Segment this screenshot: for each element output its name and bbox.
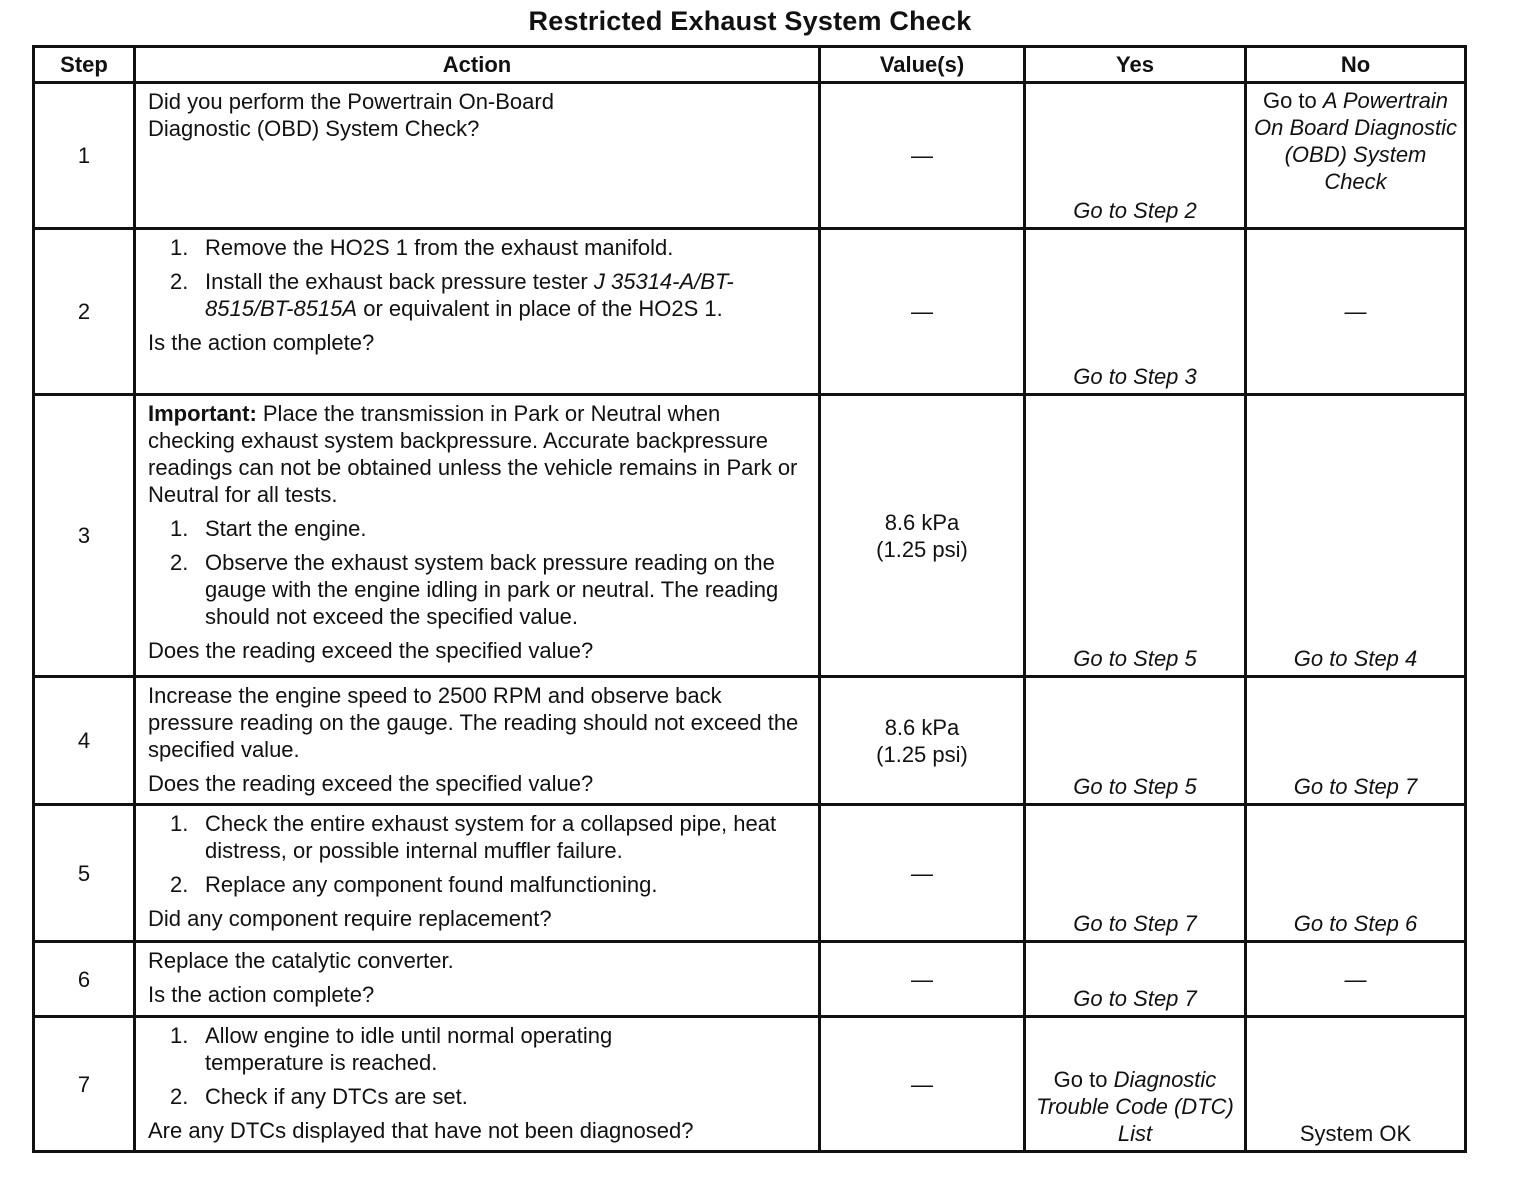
important-note: [148, 400, 810, 508]
action-list: [148, 234, 810, 322]
action-question: Is the action complete?: [148, 330, 375, 355]
list-item: [148, 1022, 810, 1076]
action-cell: [135, 1017, 820, 1152]
action-cell: [135, 677, 820, 805]
value-metric: 8.6 kPa: [884, 510, 960, 535]
action-list: [148, 810, 810, 898]
no-cell: System OK: [1246, 1017, 1466, 1152]
list-item: [148, 234, 810, 261]
no-cell: —: [1246, 942, 1466, 1017]
table-row: [34, 229, 1466, 395]
list-item: [148, 871, 810, 898]
yes-link: Diagnostic Trouble Code (DTC) List: [1036, 1067, 1234, 1146]
yes-cell: [1025, 395, 1246, 677]
list-number: 2.: [170, 1084, 189, 1109]
value-imperial: (1.25 psi): [876, 537, 968, 562]
no-cell: [1246, 395, 1466, 677]
yes-cell: [1025, 83, 1246, 229]
yes-cell: [1025, 942, 1246, 1017]
list-text: Replace any component found malfunctioning.: [205, 872, 658, 897]
action-cell: [135, 229, 820, 395]
step-number: 4: [34, 677, 135, 805]
yes-cell: [1025, 805, 1246, 942]
yes-link: Go to Step 3: [1073, 364, 1197, 389]
no-cell: [1246, 677, 1466, 805]
no-link: Go to Step 6: [1293, 911, 1418, 936]
list-text: Allow engine to idle until normal operating temperature is reached.: [205, 1023, 613, 1075]
table-row: [34, 395, 1466, 677]
value-cell: [820, 395, 1025, 677]
no-link: Go to Step 4: [1293, 646, 1418, 671]
page-title: Restricted Exhaust System Check: [528, 6, 972, 36]
action-cell: [135, 395, 820, 677]
value-cell: —: [820, 229, 1025, 395]
action-cell: [135, 942, 820, 1017]
header-values: Value(s): [820, 47, 1025, 83]
value-cell: —: [820, 1017, 1025, 1152]
list-number: 1.: [170, 516, 189, 541]
table-row: [34, 805, 1466, 942]
step-number: 3: [34, 395, 135, 677]
list-text: Observe the exhaust system back pressure reading on the gauge with the engine idling in park or neutral. The reading should not exceed the specified value.: [205, 550, 779, 629]
step-number: 7: [34, 1017, 135, 1152]
action-text: Replace the catalytic converter.: [148, 948, 454, 973]
value-metric: 8.6 kPa: [884, 714, 960, 740]
list-item: [148, 515, 810, 542]
no-link: Go to Step 7: [1293, 774, 1418, 799]
yes-link: Go to Step 7: [1073, 911, 1197, 936]
no-cell: —: [1246, 229, 1466, 395]
header-step: Step: [34, 47, 135, 83]
action-question: Is the action complete?: [148, 982, 375, 1007]
list-number: 2.: [170, 269, 189, 294]
no-link: A Powertrain On Board Diagnostic (OBD) System Check: [1254, 88, 1457, 194]
yes-link: Go to Step 5: [1073, 774, 1197, 799]
yes-link: Go to Step 5: [1073, 646, 1197, 671]
no-cell: [1246, 83, 1466, 229]
value-cell: —: [820, 805, 1025, 942]
value-cell: —: [820, 83, 1025, 229]
action-question: Does the reading exceed the specified value?: [148, 638, 594, 663]
tool-number: J 35314-A/BT-8515/BT-8515A: [205, 269, 734, 321]
step-number: 2: [34, 229, 135, 395]
action-text: Did you perform the Powertrain On-Board Diagnostic (OBD) System Check?: [148, 89, 554, 141]
table-row: [34, 942, 1466, 1017]
list-number: 1.: [170, 811, 189, 836]
important-label: Important:: [148, 401, 257, 426]
yes-cell: [1025, 677, 1246, 805]
action-text: Increase the engine speed to 2500 RPM and observe back pressure reading on the gauge. The reading should not exceed the specified value.: [148, 683, 799, 762]
action-list: [148, 1022, 810, 1110]
list-number: 1.: [170, 235, 189, 260]
action-cell: [135, 805, 820, 942]
header-yes: Yes: [1025, 47, 1246, 83]
important-text: Place the transmission in Park or Neutral when checking exhaust system backpressure. Accurate backpressure readings can not be obtained unless the vehicle remains in Park or Neutral for all tests.: [148, 401, 798, 507]
action-cell: [135, 83, 820, 229]
step-number: 5: [34, 805, 135, 942]
list-text: Check the entire exhaust system for a collapsed pipe, heat distress, or possible internal muffler failure.: [205, 811, 777, 863]
list-text: Install the exhaust back pressure tester: [205, 269, 594, 294]
table-row: [34, 1017, 1466, 1152]
header-action: Action: [135, 47, 820, 83]
value-cell: [820, 677, 1025, 805]
list-text: Remove the HO2S 1 from the exhaust manifold.: [205, 235, 674, 260]
list-text: Start the engine.: [205, 516, 367, 541]
no-prefix: Go to: [1262, 88, 1323, 113]
header-row: [34, 47, 1466, 83]
table-row: [34, 83, 1466, 229]
yes-link: Go to Step 2: [1073, 198, 1197, 223]
action-question: Did any component require replacement?: [148, 906, 552, 931]
action-list: [148, 515, 810, 630]
no-cell: [1246, 805, 1466, 942]
value-cell: —: [820, 942, 1025, 1017]
yes-cell: [1025, 229, 1246, 395]
list-item: [148, 268, 810, 322]
list-item: [148, 1083, 810, 1110]
header-no: No: [1246, 47, 1466, 83]
list-item: [148, 549, 810, 630]
list-number: 1.: [170, 1023, 189, 1048]
table-row: [34, 677, 1466, 805]
step-number: 6: [34, 942, 135, 1017]
yes-link: Go to Step 7: [1073, 986, 1197, 1011]
list-text: Check if any DTCs are set.: [205, 1084, 468, 1109]
value-imperial: (1.25 psi): [876, 741, 968, 767]
yes-prefix: Go to: [1053, 1067, 1114, 1092]
action-question: Does the reading exceed the specified value?: [148, 771, 594, 796]
list-item: [148, 810, 810, 864]
yes-cell: [1025, 1017, 1246, 1152]
action-question: Are any DTCs displayed that have not been diagnosed?: [148, 1118, 694, 1143]
list-number: 2.: [170, 872, 189, 897]
list-text: or equivalent in place of the HO2S 1.: [357, 296, 723, 321]
step-number: 1: [34, 83, 135, 229]
diagnostic-table: [32, 45, 1467, 1153]
list-number: 2.: [170, 550, 189, 575]
